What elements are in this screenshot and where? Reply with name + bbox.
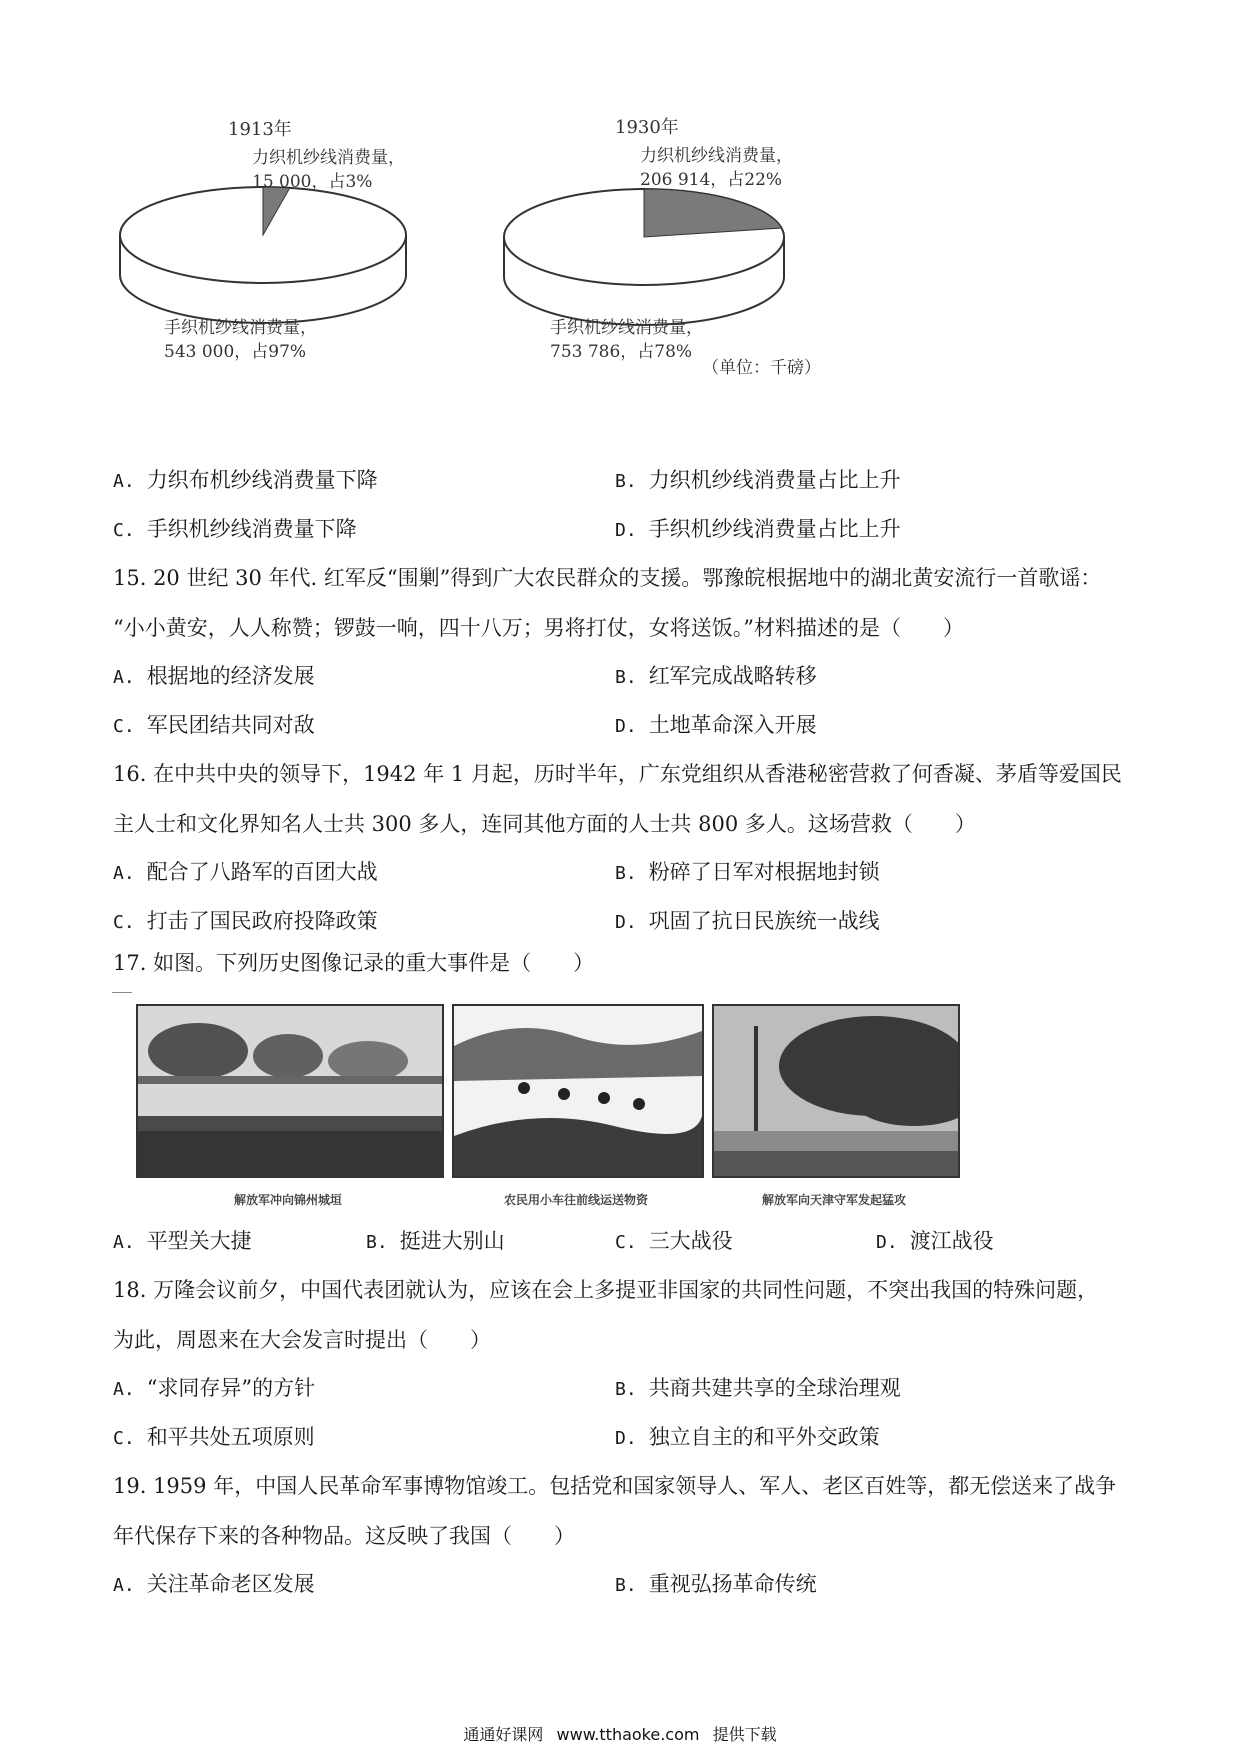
pie-1913 [120, 118, 406, 362]
q18-stem: 18. 万隆会议前夕，中国代表团就认为，应该在会上多提亚非国家的共同性问题，不突出我国的特殊问题， 为此，周恩来在大会发言时提出（ ） [113, 1278, 1099, 1352]
footer-url[interactable]: www.tthaoke.com [556, 1725, 700, 1744]
q14-option-b[interactable]: B. 力织机纱线消费量占比上升 [615, 468, 901, 492]
q15-stem: 15. 20 世纪 30 年代. 红军反“围剿”得到广大农民群众的支援。鄂豫皖根据地中的湖北黄安流行一首歌谣： “小小黄安，人人称赞；锣鼓一响，四十八万；男将打仗，女将送饭。”材料描述的是（ ） [113, 566, 1102, 640]
q18-options-row-2 [113, 1412, 1133, 1462]
q16-option-a[interactable]: A. 配合了八路军的百团大战 [113, 860, 378, 884]
q15-option-c[interactable]: C. 军民团结共同对敌 [113, 713, 315, 737]
photo-tianjin [712, 1004, 960, 1178]
pie-1930-hand-value: 753 786，占78% [550, 342, 693, 362]
photo-caption-jinzhou: 解放军冲向锦州城垣 [233, 1193, 342, 1207]
q16-option-d[interactable]: D. 巩固了抗日民族统一战线 [615, 909, 880, 933]
q16-stem: 16. 在中共中央的领导下，1942 年 1 月起，历时半年，广东党组织从香港秘密营救了何香凝、茅盾等爱国民 主人士和文化界知名人士共 300 多人，连同其他方面的人士共 800 多人。这场营救（ ） [113, 762, 1122, 836]
q15-option-d[interactable]: D. 土地革命深入开展 [615, 713, 817, 737]
q19-option-b[interactable]: B. 重视弘扬革命传统 [615, 1572, 817, 1596]
photo-jinzhou-image [138, 1006, 442, 1176]
q17-photo-strip [136, 1004, 956, 1214]
q19-option-a[interactable]: A. 关注革命老区发展 [113, 1572, 315, 1596]
pie-unit-label: （单位：千磅） [702, 358, 821, 378]
q17-options-row [113, 1216, 1133, 1266]
q18-option-b[interactable]: B. 共商共建共享的全球治理观 [615, 1376, 901, 1400]
pie-1930-power-label: 力织机纱线消费量， [640, 146, 793, 166]
footer-suffix: 提供下载 [712, 1725, 777, 1744]
margin-mark [112, 992, 132, 993]
pie-charts-svg [110, 115, 970, 435]
q16-option-b[interactable]: B. 粉碎了日军对根据地封锁 [615, 860, 880, 884]
pie-1930-year: 1930年 [615, 117, 679, 138]
q18-options-row-1 [113, 1363, 1133, 1413]
q15-option-a[interactable]: A. 根据地的经济发展 [113, 664, 315, 688]
q15-options-row-1 [113, 651, 1133, 701]
photo-caption-tianjin: 解放军向天津守军发起猛攻 [761, 1193, 906, 1207]
pie-1930-power-slice [644, 189, 782, 237]
q15-option-b[interactable]: B. 红军完成战略转移 [615, 664, 817, 688]
q14-option-a[interactable]: A. 力织布机纱线消费量下降 [113, 468, 378, 492]
q15-options-row-2 [113, 700, 1133, 750]
photo-tianjin-image [714, 1006, 958, 1176]
q17-option-c[interactable]: C. 三大战役 [615, 1229, 733, 1253]
q14-option-d[interactable]: D. 手织机纱线消费量占比上升 [615, 517, 901, 541]
pie-1913-year: 1913年 [228, 119, 292, 140]
q17-option-d[interactable]: D. 渡江战役 [876, 1229, 994, 1253]
q14-options-row-2 [113, 504, 1133, 554]
q17-option-b[interactable]: B. 挺进大别山 [366, 1229, 505, 1253]
yarn-consumption-pie-figure [110, 115, 970, 435]
q16-option-c[interactable]: C. 打击了国民政府投降政策 [113, 909, 378, 933]
pie-1913-hand-value: 543 000，占97% [164, 342, 307, 362]
q17-option-a[interactable]: A. 平型关大捷 [113, 1229, 252, 1253]
pie-1930-power-value: 206 914，占22% [640, 170, 783, 190]
pie-1913-hand-label: 手织机纱线消费量， [164, 318, 317, 338]
q19-stem: 19. 1959 年，中国人民革命军事博物馆竣工。包括党和国家领导人、军人、老区百姓等，都无偿送来了战争 年代保存下来的各种物品。这反映了我国（ ） [113, 1474, 1117, 1548]
photo-supply-carts [452, 1004, 704, 1178]
q17-stem: 17. 如图。下列历史图像记录的重大事件是（ ） [113, 951, 595, 975]
photo-supply-carts-image [454, 1006, 702, 1176]
footer-site-name: 通通好课网 [463, 1725, 544, 1744]
q18-option-d[interactable]: D. 独立自主的和平外交政策 [615, 1425, 880, 1449]
pie-1930-hand-label: 手织机纱线消费量， [550, 318, 703, 338]
q16-options-row-1 [113, 847, 1133, 897]
photo-jinzhou [136, 1004, 444, 1178]
photo-caption-supply-carts: 农民用小车往前线运送物资 [503, 1193, 648, 1207]
pie-1930 [504, 116, 793, 362]
pie-1913-power-value: 15 000，占3% [252, 172, 373, 192]
q18-option-c[interactable]: C. 和平共处五项原则 [113, 1425, 315, 1449]
q19-options-row-1 [113, 1559, 1133, 1609]
page-footer [0, 1722, 1240, 1745]
q18-option-a[interactable]: A. “求同存异”的方针 [113, 1376, 316, 1400]
q14-option-c[interactable]: C. 手织机纱线消费量下降 [113, 517, 357, 541]
pie-1913-power-label: 力织机纱线消费量， [252, 148, 405, 168]
q14-options-row-1 [113, 455, 1133, 505]
